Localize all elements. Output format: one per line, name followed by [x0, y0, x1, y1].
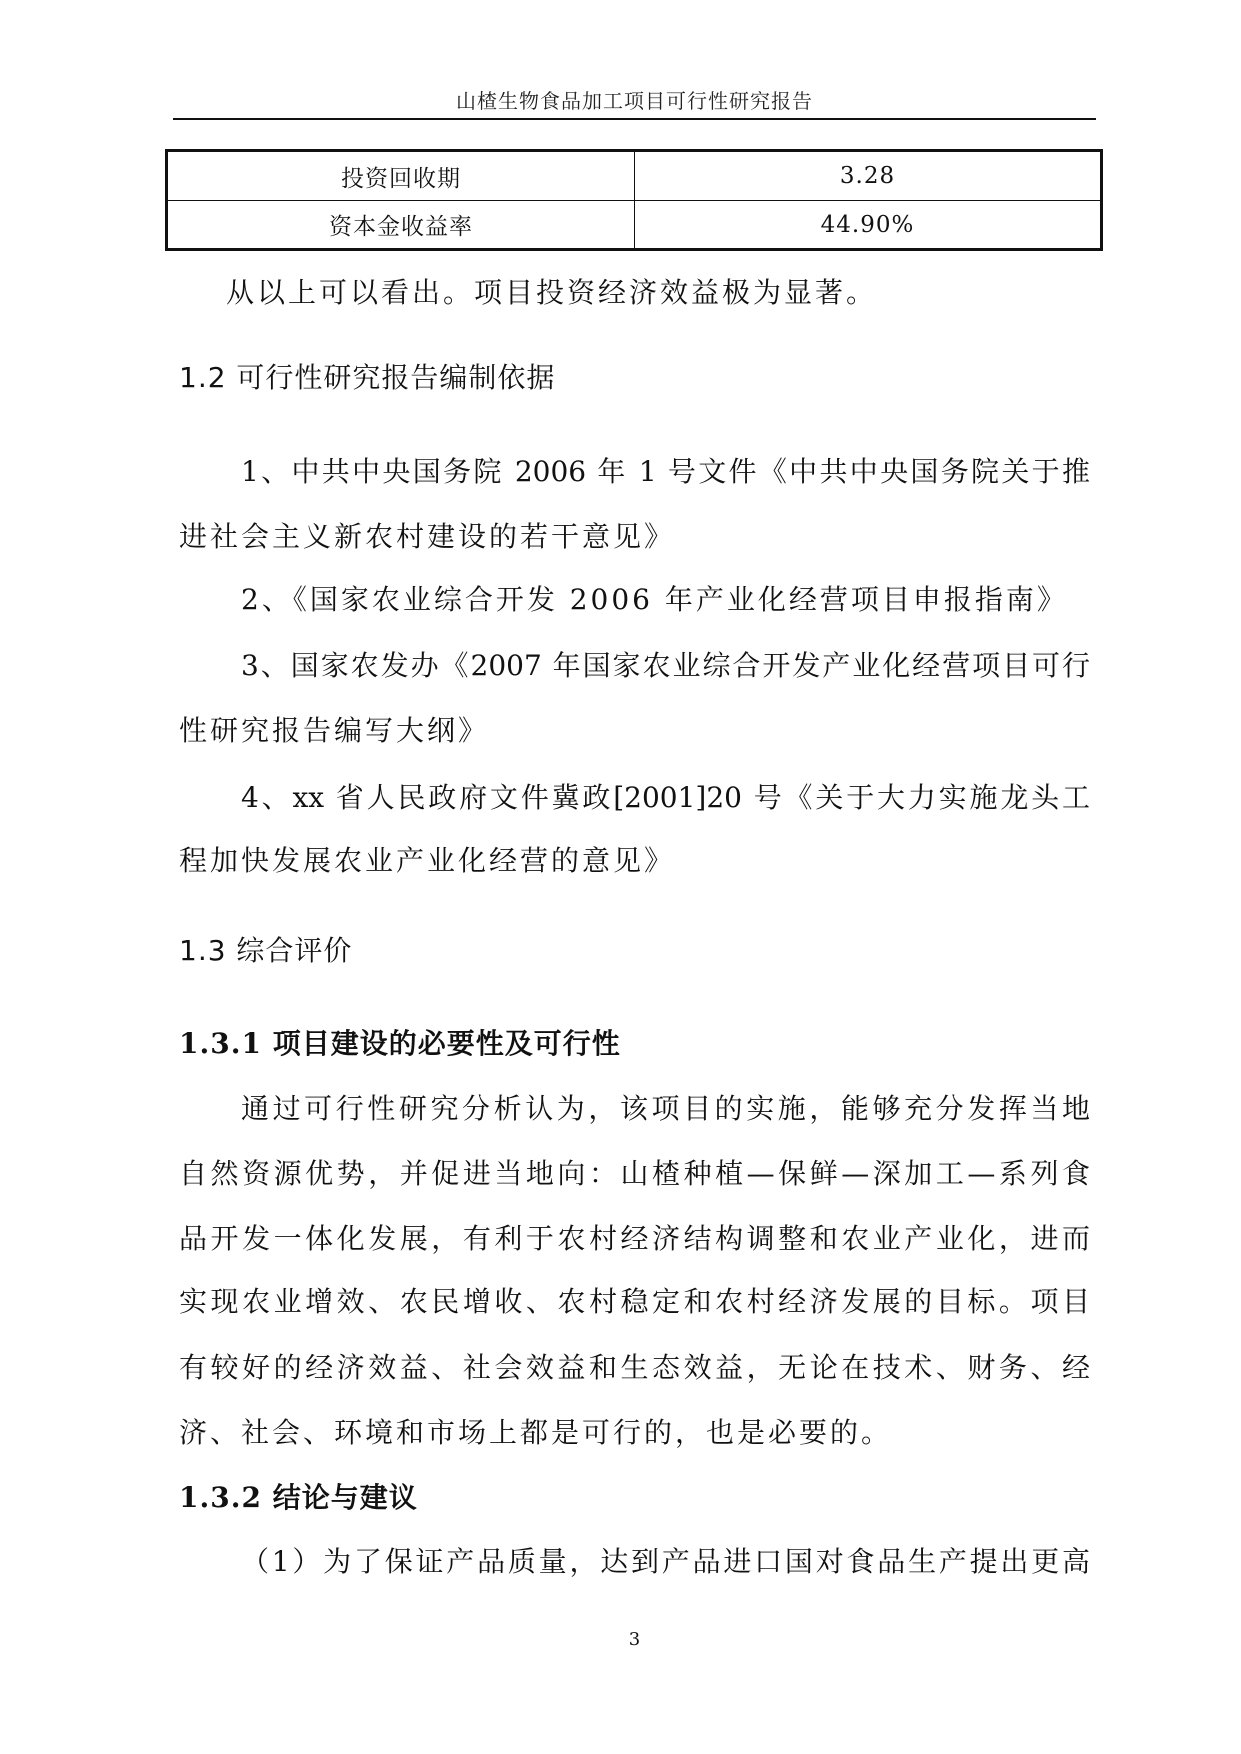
table-row [168, 152, 1100, 201]
table-cell-value: 44.90% [820, 211, 915, 238]
section-heading-1-3: 1.3 综合评价 [179, 934, 353, 967]
table-cell-label: 投资回收期 [168, 152, 635, 200]
paragraph-line: 实现农业增效、农民增收、农村稳定和农村经济发展的目标。项目 [179, 1285, 1090, 1318]
list-item-2-line-1: 2、《国家农业综合开发 2006 年产业化经营项目申报指南》 [241, 583, 1068, 616]
page-number: 3 [628, 1629, 641, 1650]
list-item-3-line-2: 性研究报告编写大纲》 [179, 714, 490, 747]
section-heading-1-2: 1.2 可行性研究报告编制依据 [179, 361, 556, 394]
summary-paragraph: 从以上可以看出。项目投资经济效益极为显著。 [226, 276, 878, 309]
paragraph-line: （1）为了保证产品质量，达到产品进口国对食品生产提出更高 [241, 1545, 1090, 1578]
list-item-1-line-2: 进社会主义新农村建设的若干意见》 [179, 520, 676, 553]
paragraph-line: 济、社会、环境和市场上都是可行的，也是必要的。 [179, 1416, 893, 1449]
list-item-4-line-1: 4、xx 省人民政府文件冀政[2001]20 号《关于大力实施龙头工 [241, 781, 1090, 814]
list-item-3-line-1: 3、国家农发办《2007 年国家农业综合开发产业化经营项目可行 [241, 649, 1090, 682]
running-header-title: 山楂生物食品加工项目可行性研究报告 [456, 89, 813, 113]
list-item-1-line-1: 1、中共中央国务院 2006 年 1 号文件《中共中央国务院关于推 [241, 455, 1090, 488]
paragraph-line: 有较好的经济效益、社会效益和生态效益，无论在技术、财务、经 [179, 1351, 1090, 1384]
table-row [168, 201, 1100, 248]
section-heading-1-3-2: 1.3.2 结论与建议 [179, 1481, 418, 1514]
paragraph-line: 品开发一体化发展，有利于农村经济结构调整和农业产业化，进而 [179, 1222, 1090, 1255]
investment-metrics-table [165, 149, 1103, 251]
table-cell-value: 3.28 [839, 163, 896, 189]
list-item-4-line-2: 程加快发展农业产业化经营的意见》 [179, 844, 676, 877]
table-cell-label: 资本金收益率 [168, 201, 635, 248]
header-divider [173, 118, 1096, 120]
section-heading-1-3-1: 1.3.1 项目建设的必要性及可行性 [179, 1027, 621, 1060]
paragraph-line: 自然资源优势，并促进当地向：山楂种植—保鲜—深加工—系列食 [179, 1157, 1090, 1190]
paragraph-line: 通过可行性研究分析认为，该项目的实施，能够充分发挥当地 [241, 1092, 1090, 1125]
